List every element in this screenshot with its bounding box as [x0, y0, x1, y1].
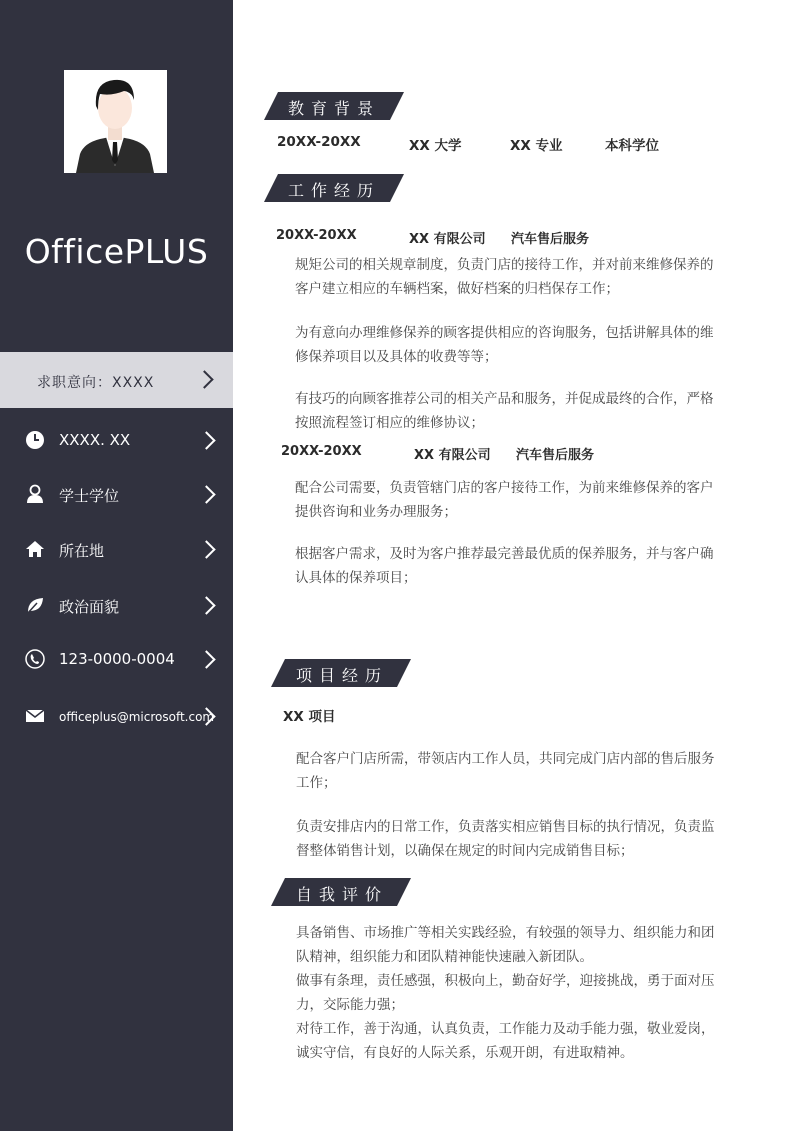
job-duty: 有技巧的向顾客推荐公司的相关产品和服务，并促成最终的合作，严格按照流程签订相应的维修协议； [295, 391, 714, 431]
job-period: 20XX-20XX [276, 228, 357, 243]
person-icon [25, 484, 45, 504]
edu-major: XX 专业 [510, 138, 563, 154]
home-icon [25, 539, 45, 559]
info-text-degree: 学士学位 [59, 487, 120, 505]
brand-name: OfficePLUS [24, 232, 209, 271]
job-duty: 为有意向办理维修保养的顾客提供相应的咨询服务，包括讲解具体的维修保养项目以及具体的收费等等； [295, 325, 714, 365]
project-duty: 负责安排店内的日常工作，负责落实相应销售目标的执行情况，负责监督整体销售计划，以确保在规定的时间内完成销售目标； [296, 819, 715, 859]
profile-photo [64, 70, 167, 173]
chevron-right-icon [197, 596, 215, 614]
section-title: 项目经历 [296, 666, 389, 685]
edu-degree: 本科学位 [605, 138, 659, 154]
job-role: 汽车售后服务 [511, 232, 590, 247]
chevron-right-icon [197, 540, 215, 558]
info-row-degree[interactable] [0, 480, 233, 510]
leaf-icon [25, 595, 45, 615]
section-header-education [264, 92, 404, 120]
chevron-right-icon [195, 370, 213, 388]
info-text-email: officeplus@microsoft.com [59, 710, 215, 724]
job-duty: 规矩公司的相关规章制度，负责门店的接待工作，并对前来维修保养的客户建立相应的车辆档案，做好档案的归档保存工作； [295, 257, 714, 297]
job-period: 20XX-20XX [281, 444, 362, 459]
edu-school: XX 大学 [409, 138, 462, 154]
section-title: 工作经历 [288, 181, 381, 200]
phone-icon [25, 649, 45, 669]
job-intent-label: 求职意向：XXXX [37, 375, 155, 391]
job-duty: 根据客户需求，及时为客户推荐最完善最优质的保养服务，并与客户确认具体的保养项目； [295, 546, 714, 586]
self-eval-line: 对待工作，善于沟通，认真负责，工作能力及动手能力强，敬业爱岗，诚实守信，有良好的人际关系，乐观开朗，有进取精神。 [296, 1021, 715, 1061]
self-eval-line: 具备销售、市场推广等相关实践经验，有较强的领导力、组织能力和团队精神，组织能力和团队精神能快速融入新团队。 [296, 925, 715, 965]
info-text-politics: 政治面貌 [59, 598, 120, 616]
info-text-location: 所在地 [59, 542, 105, 560]
section-header-self [271, 878, 411, 906]
edu-period: 20XX-20XX [277, 134, 361, 150]
info-row-location[interactable] [0, 535, 233, 565]
section-header-project [271, 659, 411, 687]
self-eval-line: 做事有条理，责任感强，积极向上，勤奋好学，迎接挑战，勇于面对压力，交际能力强； [296, 973, 715, 1013]
job-company: XX 有限公司 [414, 448, 491, 463]
info-text-birth: XXXX. XX [59, 431, 131, 449]
section-title: 自我评价 [296, 885, 389, 904]
chevron-right-icon [197, 485, 215, 503]
main-content [233, 0, 800, 1131]
chevron-right-icon [197, 431, 215, 449]
info-row-birth[interactable] [0, 426, 233, 456]
info-row-phone[interactable] [0, 645, 233, 675]
chevron-right-icon [197, 650, 215, 668]
info-text-phone: 123-0000-0004 [59, 650, 175, 668]
job-intent-band[interactable] [0, 352, 233, 408]
section-title: 教育背景 [288, 99, 381, 118]
project-duty: 配合客户门店所需，带领店内工作人员，共同完成门店内部的售后服务工作； [296, 751, 715, 791]
job-role: 汽车售后服务 [516, 448, 595, 463]
info-row-email[interactable] [0, 702, 233, 732]
section-header-work [264, 174, 404, 202]
job-company: XX 有限公司 [409, 232, 486, 247]
sidebar [0, 0, 233, 1131]
job-duty: 配合公司需要，负责管辖门店的客户接待工作，为前来维修保养的客户提供咨询和业务办理服务； [295, 480, 714, 520]
project-name: XX 项目 [283, 709, 336, 725]
mail-icon [25, 706, 45, 726]
info-row-politics[interactable] [0, 591, 233, 621]
clock-icon [25, 430, 45, 450]
